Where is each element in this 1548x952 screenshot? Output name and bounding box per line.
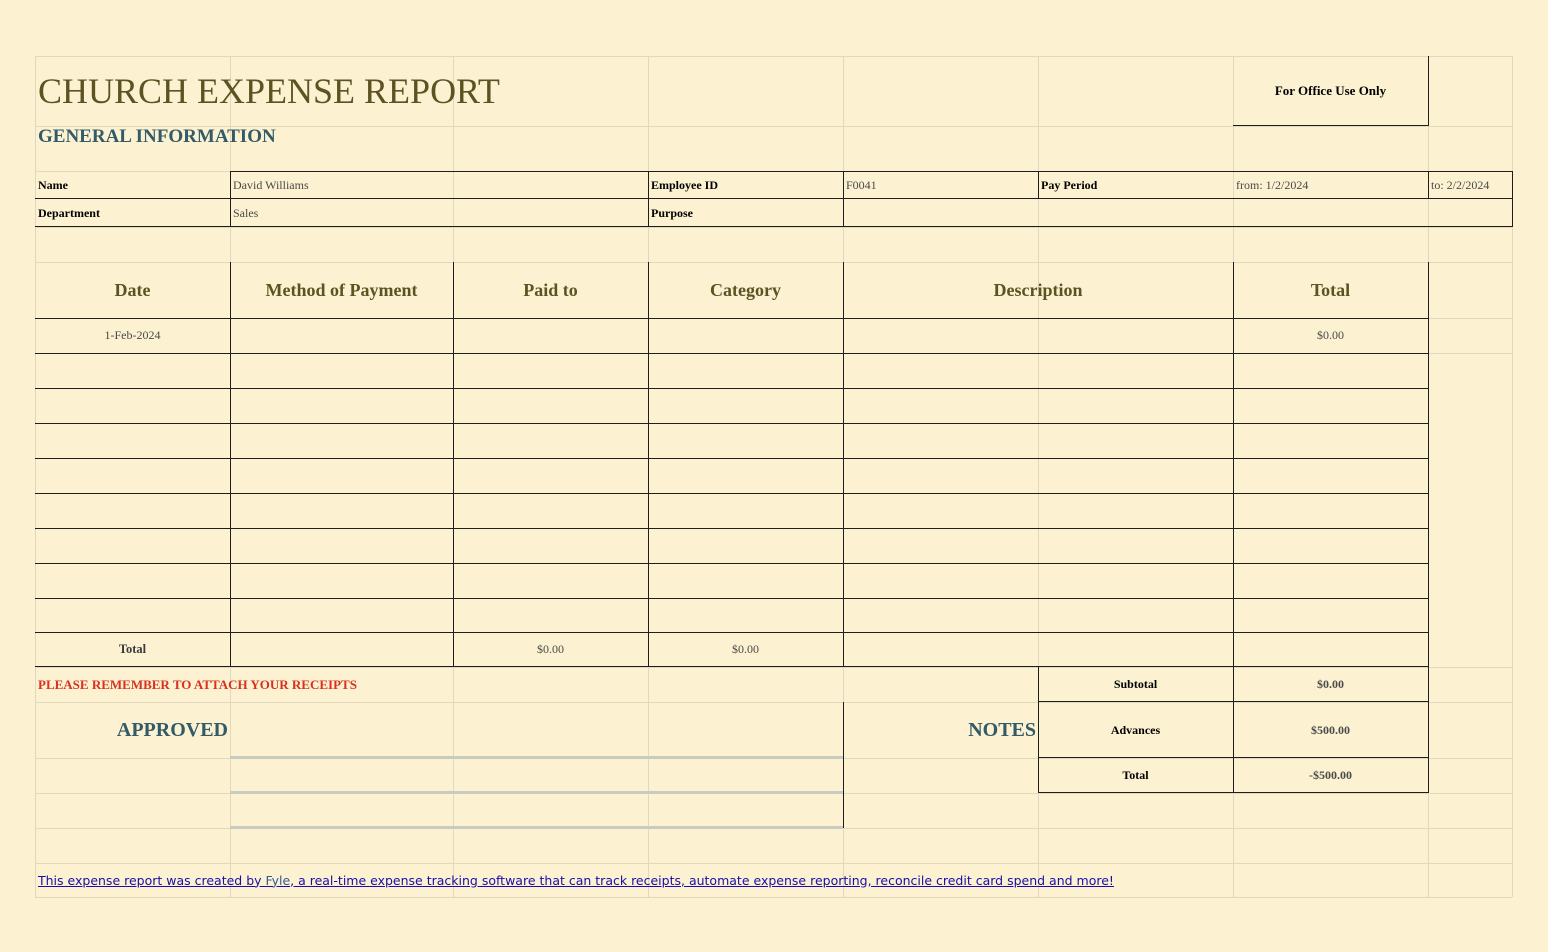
- date-cell[interactable]: [35, 458, 230, 493]
- method-cell[interactable]: [230, 598, 453, 632]
- border: [1428, 262, 1429, 667]
- summary-total-label: Total: [1122, 768, 1149, 782]
- date-cell[interactable]: [35, 353, 230, 388]
- approved-label: APPROVED: [116, 718, 228, 741]
- description-cell[interactable]: [843, 563, 1233, 598]
- description-cell[interactable]: [843, 493, 1233, 528]
- total-cell[interactable]: [1233, 423, 1428, 458]
- date-cell[interactable]: [35, 563, 230, 598]
- method-cell[interactable]: [230, 493, 453, 528]
- date-cell[interactable]: [35, 528, 230, 563]
- total-cell[interactable]: [1233, 388, 1428, 423]
- purpose-label: Purpose: [651, 205, 693, 220]
- paid-to-cell[interactable]: [453, 598, 648, 632]
- method-cell[interactable]: [230, 353, 453, 388]
- subtotal-value: $0.00: [1317, 677, 1344, 691]
- department-field[interactable]: Sales: [233, 205, 259, 220]
- category-cell[interactable]: [648, 318, 843, 353]
- gridline: [35, 897, 1512, 898]
- column-header-method-of-payment: Method of Payment: [265, 279, 418, 300]
- method-cell[interactable]: [230, 458, 453, 493]
- page-title: CHURCH EXPENSE REPORT: [38, 71, 500, 111]
- signature-line: [230, 826, 843, 829]
- column-header-description: Description: [993, 279, 1083, 300]
- total-category-cell: $0.00: [732, 642, 759, 656]
- description-cell[interactable]: [843, 458, 1233, 493]
- paid-to-cell[interactable]: [453, 353, 648, 388]
- fyle-promo-link[interactable]: [38, 873, 1114, 888]
- gridline: [35, 227, 1512, 228]
- category-cell[interactable]: [648, 458, 843, 493]
- category-cell[interactable]: [648, 353, 843, 388]
- date-cell[interactable]: [35, 493, 230, 528]
- link-prefix: This expense report was created by: [38, 872, 266, 888]
- description-cell[interactable]: [843, 423, 1233, 458]
- description-cell[interactable]: [843, 528, 1233, 563]
- total-description-cell: [843, 632, 1233, 667]
- name-field[interactable]: David Williams: [233, 177, 309, 192]
- column-header-date: Date: [114, 279, 151, 300]
- category-cell[interactable]: [648, 493, 843, 528]
- category-cell[interactable]: [648, 423, 843, 458]
- section-title-general-info: GENERAL INFORMATION: [38, 126, 276, 147]
- employee-id-label: Employee ID: [651, 177, 718, 192]
- total-cell[interactable]: [1233, 528, 1428, 563]
- description-cell[interactable]: [843, 598, 1233, 632]
- pay-period-to-field[interactable]: to: 2/2/2024: [1431, 177, 1490, 192]
- paid-to-cell[interactable]: [453, 563, 648, 598]
- category-cell[interactable]: [648, 563, 843, 598]
- department-label: Department: [38, 205, 100, 220]
- column-header-paid-to: Paid to: [523, 279, 578, 300]
- link-suffix: , a real-time expense tracking software that can track receipts, automate expense reporting, reconcile credit card spend and more!: [290, 872, 1114, 888]
- total-cell[interactable]: $0.00: [1317, 328, 1344, 342]
- method-cell[interactable]: [230, 318, 453, 353]
- border: [1428, 667, 1429, 793]
- border: [1512, 171, 1513, 227]
- method-cell[interactable]: [230, 423, 453, 458]
- column-header-total: Total: [1310, 279, 1351, 300]
- summary-total-value: -$500.00: [1309, 768, 1352, 782]
- receipts-reminder: PLEASE REMEMBER TO ATTACH YOUR RECEIPTS: [38, 676, 357, 692]
- date-cell[interactable]: [35, 388, 230, 423]
- method-cell[interactable]: [230, 388, 453, 423]
- total-total-cell: [1233, 632, 1428, 667]
- total-cell[interactable]: [1233, 598, 1428, 632]
- advances-label: Advances: [1110, 722, 1161, 737]
- date-cell[interactable]: [35, 598, 230, 632]
- total-cell[interactable]: [1233, 563, 1428, 598]
- pay-period-label: Pay Period: [1041, 177, 1098, 192]
- approval-signature-field[interactable]: [231, 702, 842, 756]
- method-cell[interactable]: [230, 563, 453, 598]
- description-cell[interactable]: [843, 318, 1233, 353]
- office-use-label: For Office Use Only: [1274, 83, 1387, 98]
- paid-to-cell[interactable]: [453, 423, 648, 458]
- paid-to-cell[interactable]: [453, 458, 648, 493]
- paid-to-cell[interactable]: [453, 388, 648, 423]
- notes-label: NOTES: [968, 718, 1036, 741]
- pay-period-from-field[interactable]: from: 1/2/2024: [1236, 177, 1309, 192]
- description-cell[interactable]: [843, 388, 1233, 423]
- name-label: Name: [38, 177, 68, 192]
- approval-extra-field[interactable]: [231, 794, 842, 826]
- advances-value[interactable]: $500.00: [1311, 722, 1350, 737]
- border: [1233, 125, 1429, 126]
- method-cell[interactable]: [230, 528, 453, 563]
- date-cell[interactable]: [35, 423, 230, 458]
- employee-id-field[interactable]: F0041: [846, 177, 877, 192]
- date-cell[interactable]: 1-Feb-2024: [104, 328, 161, 342]
- category-cell[interactable]: [648, 528, 843, 563]
- total-cell[interactable]: [1233, 353, 1428, 388]
- category-cell[interactable]: [648, 598, 843, 632]
- total-row-label: Total: [118, 642, 147, 656]
- column-header-category: Category: [710, 279, 781, 300]
- paid-to-cell[interactable]: [453, 493, 648, 528]
- category-cell[interactable]: [648, 388, 843, 423]
- paid-to-cell[interactable]: [453, 318, 648, 353]
- border: [1428, 56, 1429, 126]
- link-brand: Fyle: [265, 872, 291, 888]
- footer: [35, 863, 1225, 897]
- paid-to-cell[interactable]: [453, 528, 648, 563]
- subtotal-label: Subtotal: [1113, 677, 1158, 691]
- total-cell[interactable]: [1233, 493, 1428, 528]
- total-paid-to-cell: $0.00: [537, 642, 564, 656]
- total-cell[interactable]: [1233, 458, 1428, 493]
- total-method-cell: [230, 632, 453, 667]
- description-cell[interactable]: [843, 353, 1233, 388]
- approval-date-field[interactable]: [231, 759, 842, 791]
- purpose-field[interactable]: [843, 199, 1512, 227]
